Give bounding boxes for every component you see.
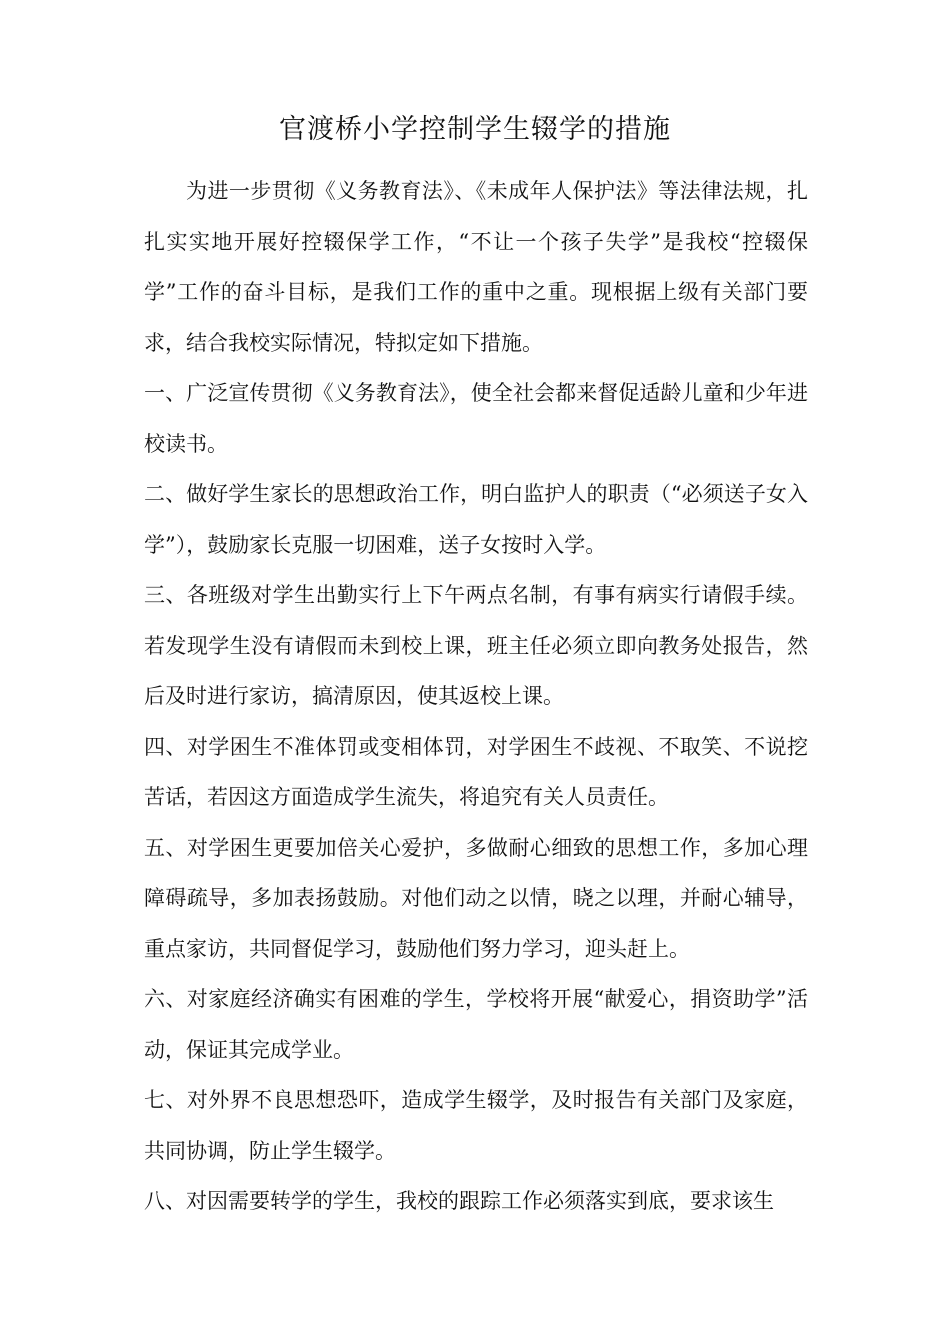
measure-item-7: 七、对外界不良思想恐吓，造成学生辍学，及时报告有关部门及家庭，共同协调，防止学生辍学。 xyxy=(144,1088,808,1163)
intro-paragraph: 为进一步贯彻《义务教育法》、《未成年人保护法》等法律法规，扎扎实实地开展好控辍保学工作，“不让一个孩子失学”是我校“控辍保学”工作的奋斗目标，是我们工作的重中之重。现根据上级有关部门要求，结合我校实际情况，特拟定如下措施。 xyxy=(144,179,808,355)
measure-item-6: 六、对家庭经济确实有困难的学生，学校将开展“献爱心，捐资助学”活动，保证其完成学业。 xyxy=(144,987,808,1062)
document-body xyxy=(144,166,808,1227)
measure-item-2: 二、做好学生家长的思想政治工作，明白监护人的职责（“必须送子女入学”），鼓励家长克服一切困难，送子女按时入学。 xyxy=(144,482,808,557)
measure-item-1: 一、广泛宣传贯彻《义务教育法》，使全社会都来督促适龄儿童和少年进校读书。 xyxy=(144,381,808,456)
measure-item-4: 四、对学困生不准体罚或变相体罚，对学困生不歧视、不取笑、不说挖苦话，若因这方面造成学生流失，将追究有关人员责任。 xyxy=(144,734,808,809)
measure-item-8: 八、对因需要转学的学生，我校的跟踪工作必须落实到底，要求该生 xyxy=(144,1189,774,1213)
measure-item-5: 五、对学困生更要加倍关心爱护，多做耐心细致的思想工作，多加心理障碍疏导，多加表扬鼓励。对他们动之以情，晓之以理，并耐心辅导，重点家访，共同督促学习，鼓励他们努力学习，迎头赶上。 xyxy=(144,835,808,961)
measure-item-3: 三、各班级对学生出勤实行上下午两点名制，有事有病实行请假手续。若发现学生没有请假而未到校上课，班主任必须立即向教务处报告，然后及时进行家访，搞清原因，使其返校上课。 xyxy=(144,583,808,708)
document-title: 官渡桥小学控制学生辍学的措施 xyxy=(279,114,671,145)
